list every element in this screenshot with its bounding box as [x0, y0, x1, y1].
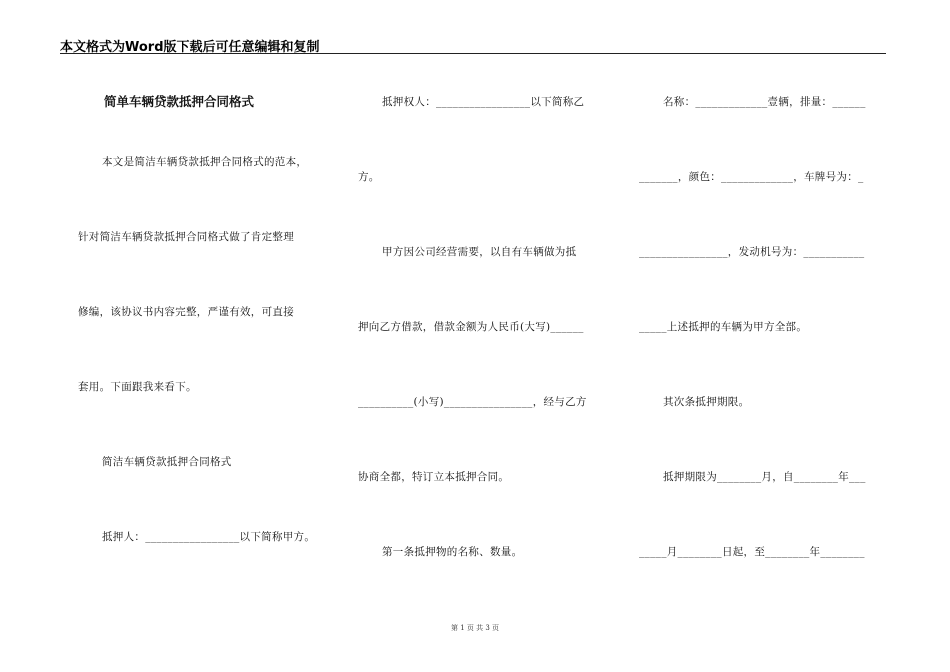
paragraph-line: 本文是简洁车辆贷款抵押合同格式的范本， — [102, 156, 308, 168]
paragraph-line: 名称：_____________壹辆，排量：______ — [663, 96, 866, 108]
page-number: 第 1 页 共 3 页 — [450, 624, 500, 632]
paragraph-line: 简洁车辆贷款抵押合同格式 — [102, 456, 232, 468]
paragraph-line: 修编，该协议书内容完整，严谨有效，可直接 — [78, 306, 294, 318]
paragraph-line: _____上述抵押的车辆为甲方全部。 — [639, 321, 808, 333]
paragraph-line: _____月________日起，至________年________ — [639, 546, 865, 558]
header-title: 本文格式为Word版下载后可任意编辑和复制 — [60, 40, 320, 55]
paragraph-line: 套用。下面跟我来看下。 — [78, 381, 197, 393]
paragraph-line: __________(小写)________________，经与乙方 — [358, 396, 587, 408]
document-title: 简单车辆贷款抵押合同格式 — [104, 94, 255, 109]
paragraph-line: 抵押期限为________月，自________年___ — [663, 471, 866, 483]
paragraph-line: _______，颜色：_____________，车牌号为：_ — [639, 171, 864, 183]
page-header — [60, 36, 886, 55]
paragraph-line: ________________，发动机号为：___________ — [639, 246, 865, 258]
paragraph-line: 其次条抵押期限。 — [663, 396, 750, 408]
paragraph-line: 抵押人：_________________以下简称甲方。 — [102, 531, 316, 543]
paragraph-line: 针对简洁车辆贷款抵押合同格式做了肯定整理 — [78, 231, 294, 243]
paragraph-line: 甲方因公司经营需要，以自有车辆做为抵 — [382, 246, 577, 258]
paragraph-line: 第一条抵押物的名称、数量。 — [382, 546, 523, 558]
paragraph-line: 协商全都，特订立本抵押合同。 — [358, 471, 510, 483]
header-divider — [60, 53, 886, 54]
paragraph-line: 押向乙方借款，借款金额为人民币(大写)______ — [358, 321, 584, 333]
paragraph-line: 方。 — [358, 171, 380, 183]
paragraph-line: 抵押权人：_________________以下简称乙 — [382, 96, 585, 108]
